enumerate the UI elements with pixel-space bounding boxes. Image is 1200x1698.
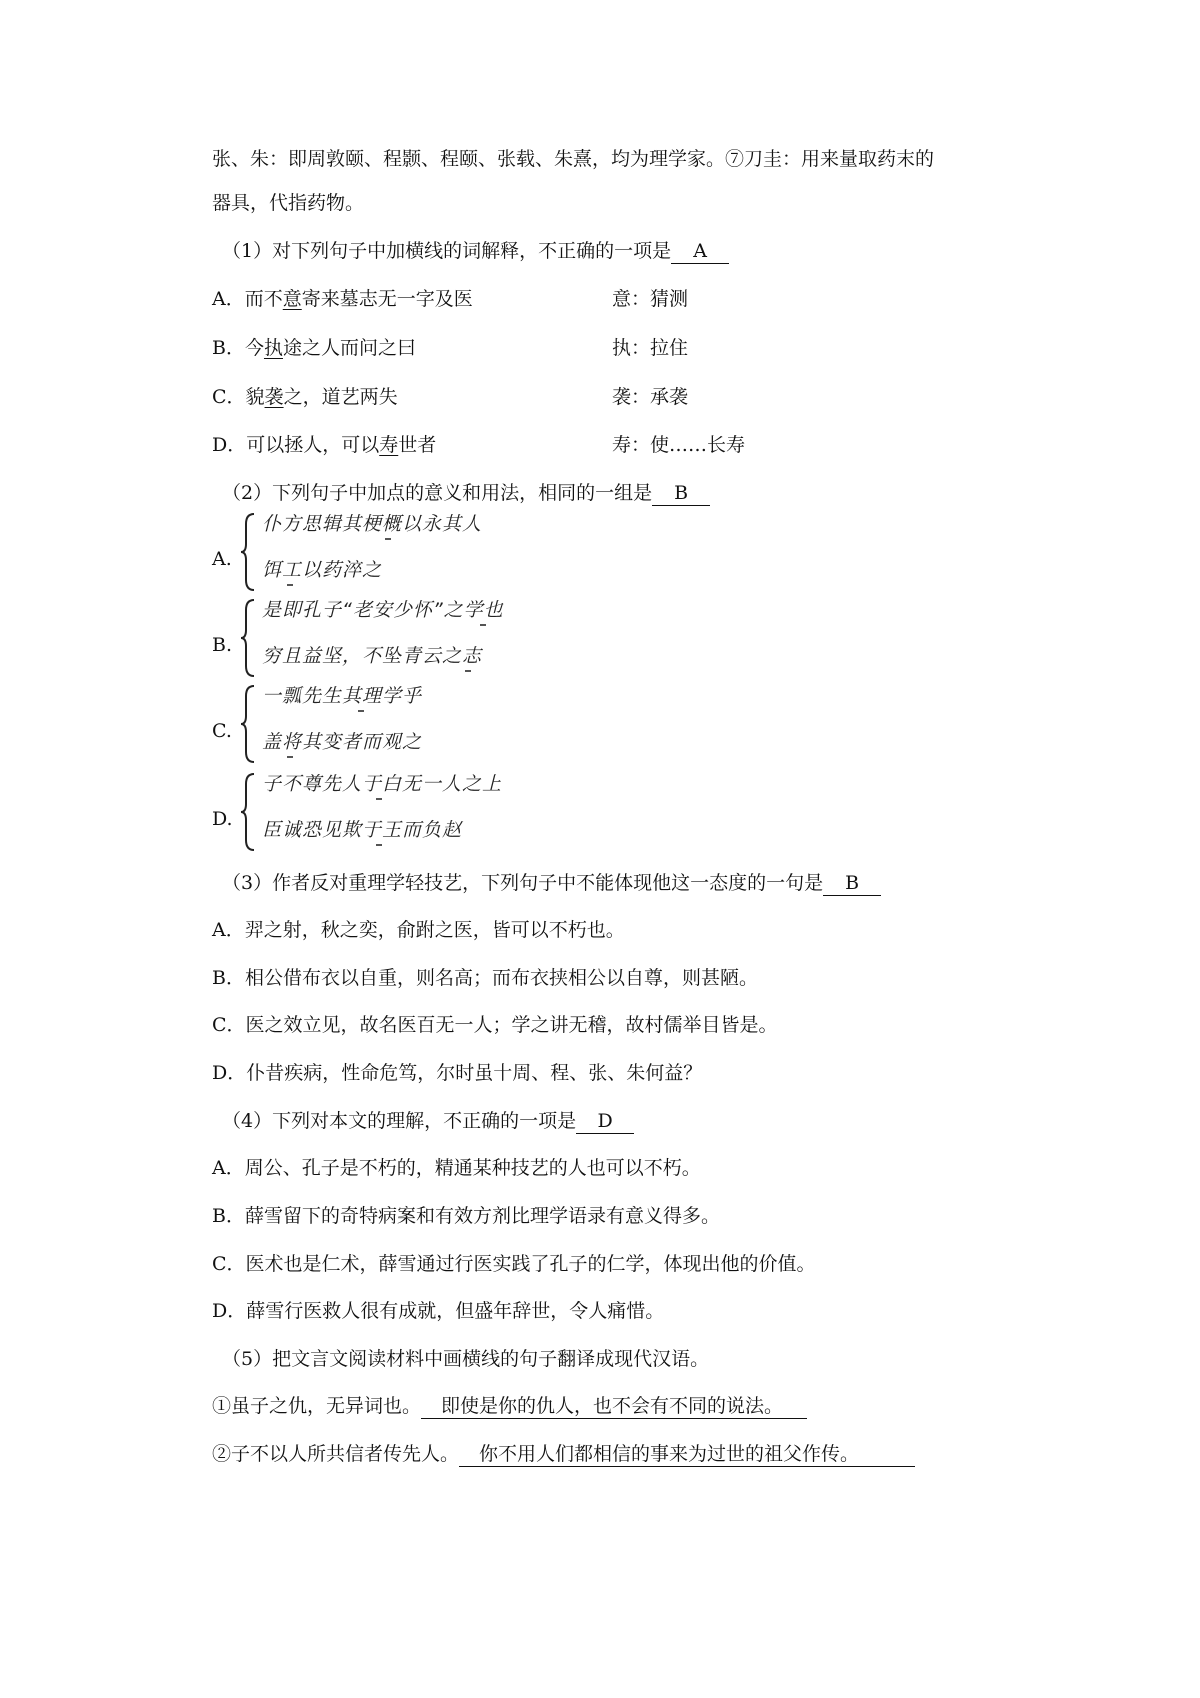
q2-option-d-dot-1 (376, 798, 382, 800)
q3-answer: B (823, 871, 881, 896)
q1-option-c (212, 384, 398, 410)
q1-stem (222, 238, 729, 264)
q2-option-b-sentence-1: 是即孔子“老安少怀”之学也 (262, 599, 504, 621)
q2-option-b-letter: B. (212, 634, 233, 656)
q1-answer: A (671, 239, 729, 264)
q5-stem: （5）把文言文阅读材料中画横线的句子翻译成现代汉语。 (222, 1348, 710, 1370)
q4-answer: D (576, 1109, 634, 1134)
q1-option-d-post: 世者 (398, 434, 437, 456)
q2-stem-text: （2）下列句子中加点的意义和用法，相同的一组是 (222, 482, 653, 504)
q1-option-d-gloss: 寿：使……长寿 (612, 434, 746, 456)
q2-option-a-sentence-1: 仆方思辑其梗概以永其人 (262, 513, 483, 535)
q1-option-c-word: 袭 (264, 386, 284, 408)
q2-option-d-letter: D. (212, 808, 233, 830)
q2-option-d-brace-icon (240, 772, 258, 852)
intro-line-1: 张、朱：即周敦颐、程颢、程颐、张载、朱熹，均为理学家。⑦刀圭：用来量取药末的 (212, 148, 935, 170)
q1-option-b-post: 途之人而问之曰 (282, 337, 416, 359)
q4-stem (222, 1108, 634, 1134)
q1-option-d (212, 432, 436, 458)
q2-option-b-brace-icon (240, 598, 258, 678)
q5-item-2-translation: 你不用人们都相信的事来为过世的祖父作传。 (459, 1442, 915, 1467)
q2-option-b-dot-1 (480, 624, 486, 626)
q1-option-a-gloss: 意：猜测 (612, 288, 689, 310)
q1-option-c-gloss: 袭：承袭 (612, 386, 689, 408)
q4-option-b: B．薛雪留下的奇特病案和有效方剂比理学语录有意义得多。 (212, 1205, 720, 1227)
q3-stem (222, 870, 881, 896)
q2-option-c-letter: C. (212, 720, 232, 742)
q1-option-b-gloss: 执：拉住 (612, 337, 689, 359)
q3-option-c: C．医之效立见，故名医百无一人；学之讲无稽，故村儒举目皆是。 (212, 1014, 778, 1036)
q2-option-d-sentence-1: 子不尊先人于白无一人之上 (262, 773, 503, 795)
q5-item-2 (212, 1441, 915, 1467)
q2-option-c-brace-icon (240, 684, 258, 764)
q2-option-d-sentence-2: 臣诚恐见欺于王而负赵 (262, 819, 463, 841)
q2-option-a-brace-icon (240, 512, 258, 592)
q5-item-1 (212, 1393, 807, 1419)
q1-option-c-post: 之，道艺两失 (283, 386, 398, 408)
q1-option-d-word: 寿 (379, 434, 399, 456)
q2-option-a-dot-1 (385, 538, 391, 540)
q1-option-b-word: 执 (263, 337, 283, 359)
q1-option-a-pre: A．而不 (212, 288, 283, 310)
q4-option-c: C．医术也是仁术，薛雪通过行医实践了孔子的仁学，体现出他的价值。 (212, 1253, 816, 1275)
q1-option-b (212, 335, 416, 361)
q1-option-d-pre: D．可以拯人，可以 (212, 434, 380, 456)
intro-line-2: 器具，代指药物。 (212, 192, 365, 214)
q2-option-d-dot-2 (376, 844, 382, 846)
q2-answer: B (652, 481, 710, 506)
q3-stem-text: （3）作者反对重理学轻技艺，下列句子中不能体现他这一态度的一句是 (222, 872, 824, 894)
q4-stem-text: （4）下列对本文的理解，不正确的一项是 (222, 1110, 577, 1132)
q2-option-c-dot-2 (287, 756, 293, 758)
q5-item-2-source: ②子不以人所共信者传先人。 (212, 1443, 460, 1465)
q1-option-b-pre: B．今 (212, 337, 264, 359)
q1-option-a (212, 286, 473, 312)
q5-item-1-translation: 即使是你的仇人，也不会有不同的说法。 (421, 1394, 807, 1419)
q5-item-1-source: ①虽子之仇，无异词也。 (212, 1395, 422, 1417)
q3-option-d: D．仆昔疾病，性命危笃，尔时虽十周、程、张、朱何益？ (212, 1062, 703, 1084)
q2-option-b-dot-2 (465, 670, 471, 672)
q1-option-a-post: 寄来墓志无一字及医 (301, 288, 473, 310)
q1-option-a-word: 意 (282, 288, 302, 310)
q2-option-c-sentence-2: 盖将其变者而观之 (262, 731, 423, 753)
q2-option-c-sentence-1: 一瓢先生其理学乎 (262, 685, 423, 707)
q1-stem-text: （1）对下列句子中加横线的词解释，不正确的一项是 (222, 240, 672, 262)
q2-option-b-sentence-2: 穷且益坚，不坠青云之志 (262, 645, 483, 667)
q3-option-b: B．相公借布衣以自重，则名高；而布衣挟相公以自尊，则甚陋。 (212, 967, 758, 989)
q1-option-c-pre: C．貌 (212, 386, 265, 408)
q2-stem (222, 480, 710, 506)
q2-option-a-dot-2 (287, 584, 293, 586)
q2-option-a-letter: A. (212, 548, 232, 570)
q3-option-a: A．羿之射，秋之奕，俞跗之医，皆可以不朽也。 (212, 919, 625, 941)
q4-option-d: D．薛雪行医救人很有成就，但盛年辞世，令人痛惜。 (212, 1300, 665, 1322)
q2-option-c-dot-1 (358, 710, 364, 712)
q4-option-a: A．周公、孔子是不朽的，精通某种技艺的人也可以不朽。 (212, 1157, 701, 1179)
q2-option-a-sentence-2: 饵工以药淬之 (262, 559, 383, 581)
